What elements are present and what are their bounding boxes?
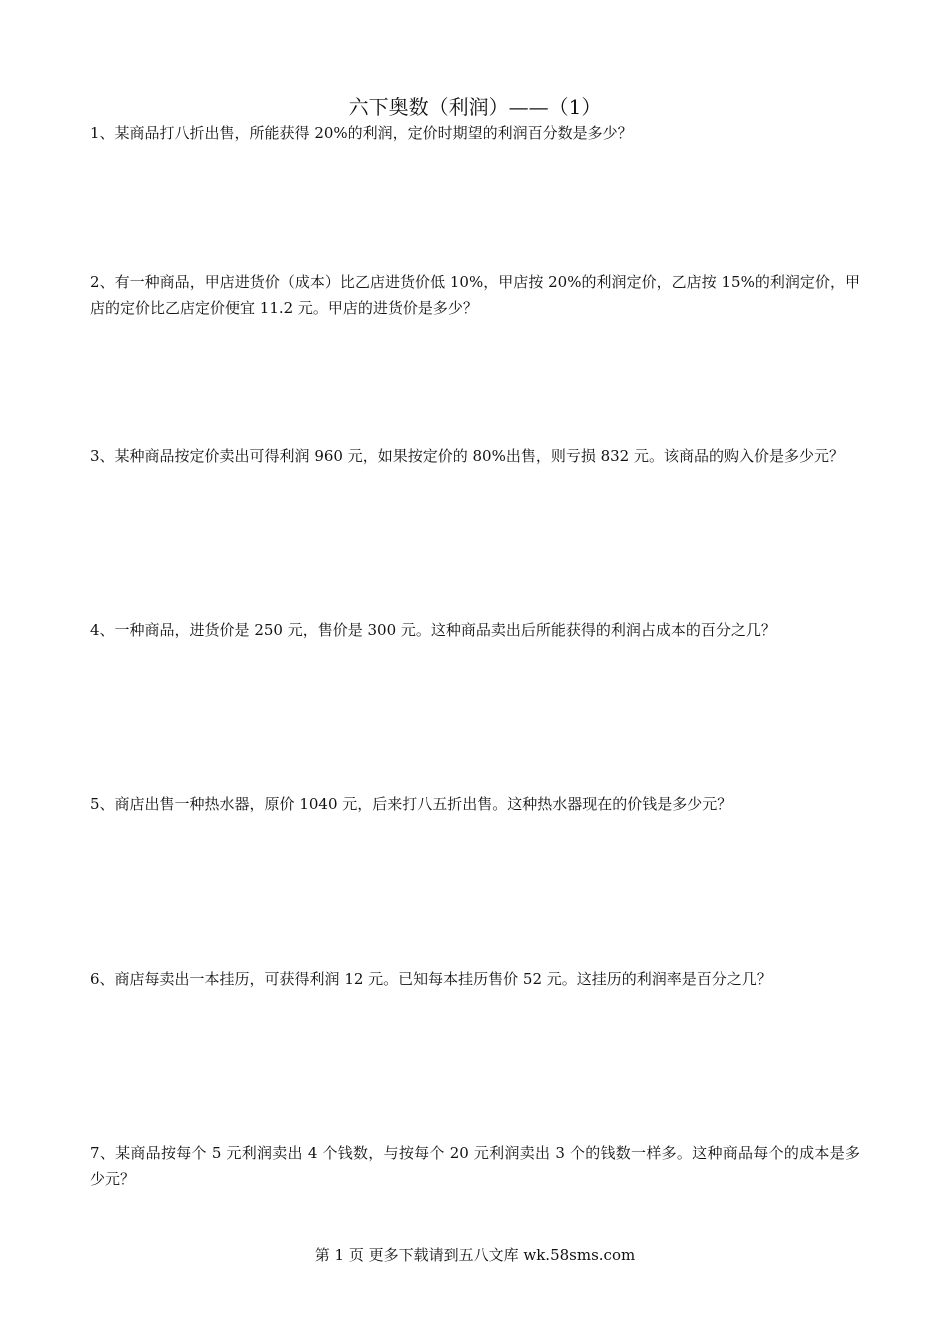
question-5: 5、商店出售一种热水器，原价 1040 元，后来打八五折出售。这种热水器现在的价钱是多少元？ xyxy=(90,795,733,813)
question-1: 1、某商品打八折出售，所能获得 20%的利润，定价时期望的利润百分数是多少？ xyxy=(90,124,633,142)
page-title: 六下奥数（利润）——（1） xyxy=(348,95,602,119)
question-2: 2、有一种商品，甲店进货价（成本）比乙店进货价低 10%，甲店按 20%的利润定价，乙店按 15%的利润定价，甲店的定价比乙店定价便宜 11.2 元。甲店的进货价是多少？ xyxy=(90,273,860,317)
page-footer: 第 1 页 更多下载请到五八文库 wk.58sms.com xyxy=(314,1246,636,1264)
question-3: 3、某种商品按定价卖出可得利润 960 元，如果按定价的 80%出售，则亏损 832 元。该商品的购入价是多少元？ xyxy=(90,447,844,465)
question-7: 7、某商品按每个 5 元利润卖出 4 个钱数，与按每个 20 元利润卖出 3 个的钱数一样多。这种商品每个的成本是多少元？ xyxy=(90,1144,860,1188)
question-4: 4、一种商品，进货价是 250 元，售价是 300 元。这种商品卖出后所能获得的利润占成本的百分之几？ xyxy=(90,621,776,639)
question-6: 6、商店每卖出一本挂历，可获得利润 12 元。已知每本挂历售价 52 元。这挂历的利润率是百分之几？ xyxy=(90,970,772,988)
